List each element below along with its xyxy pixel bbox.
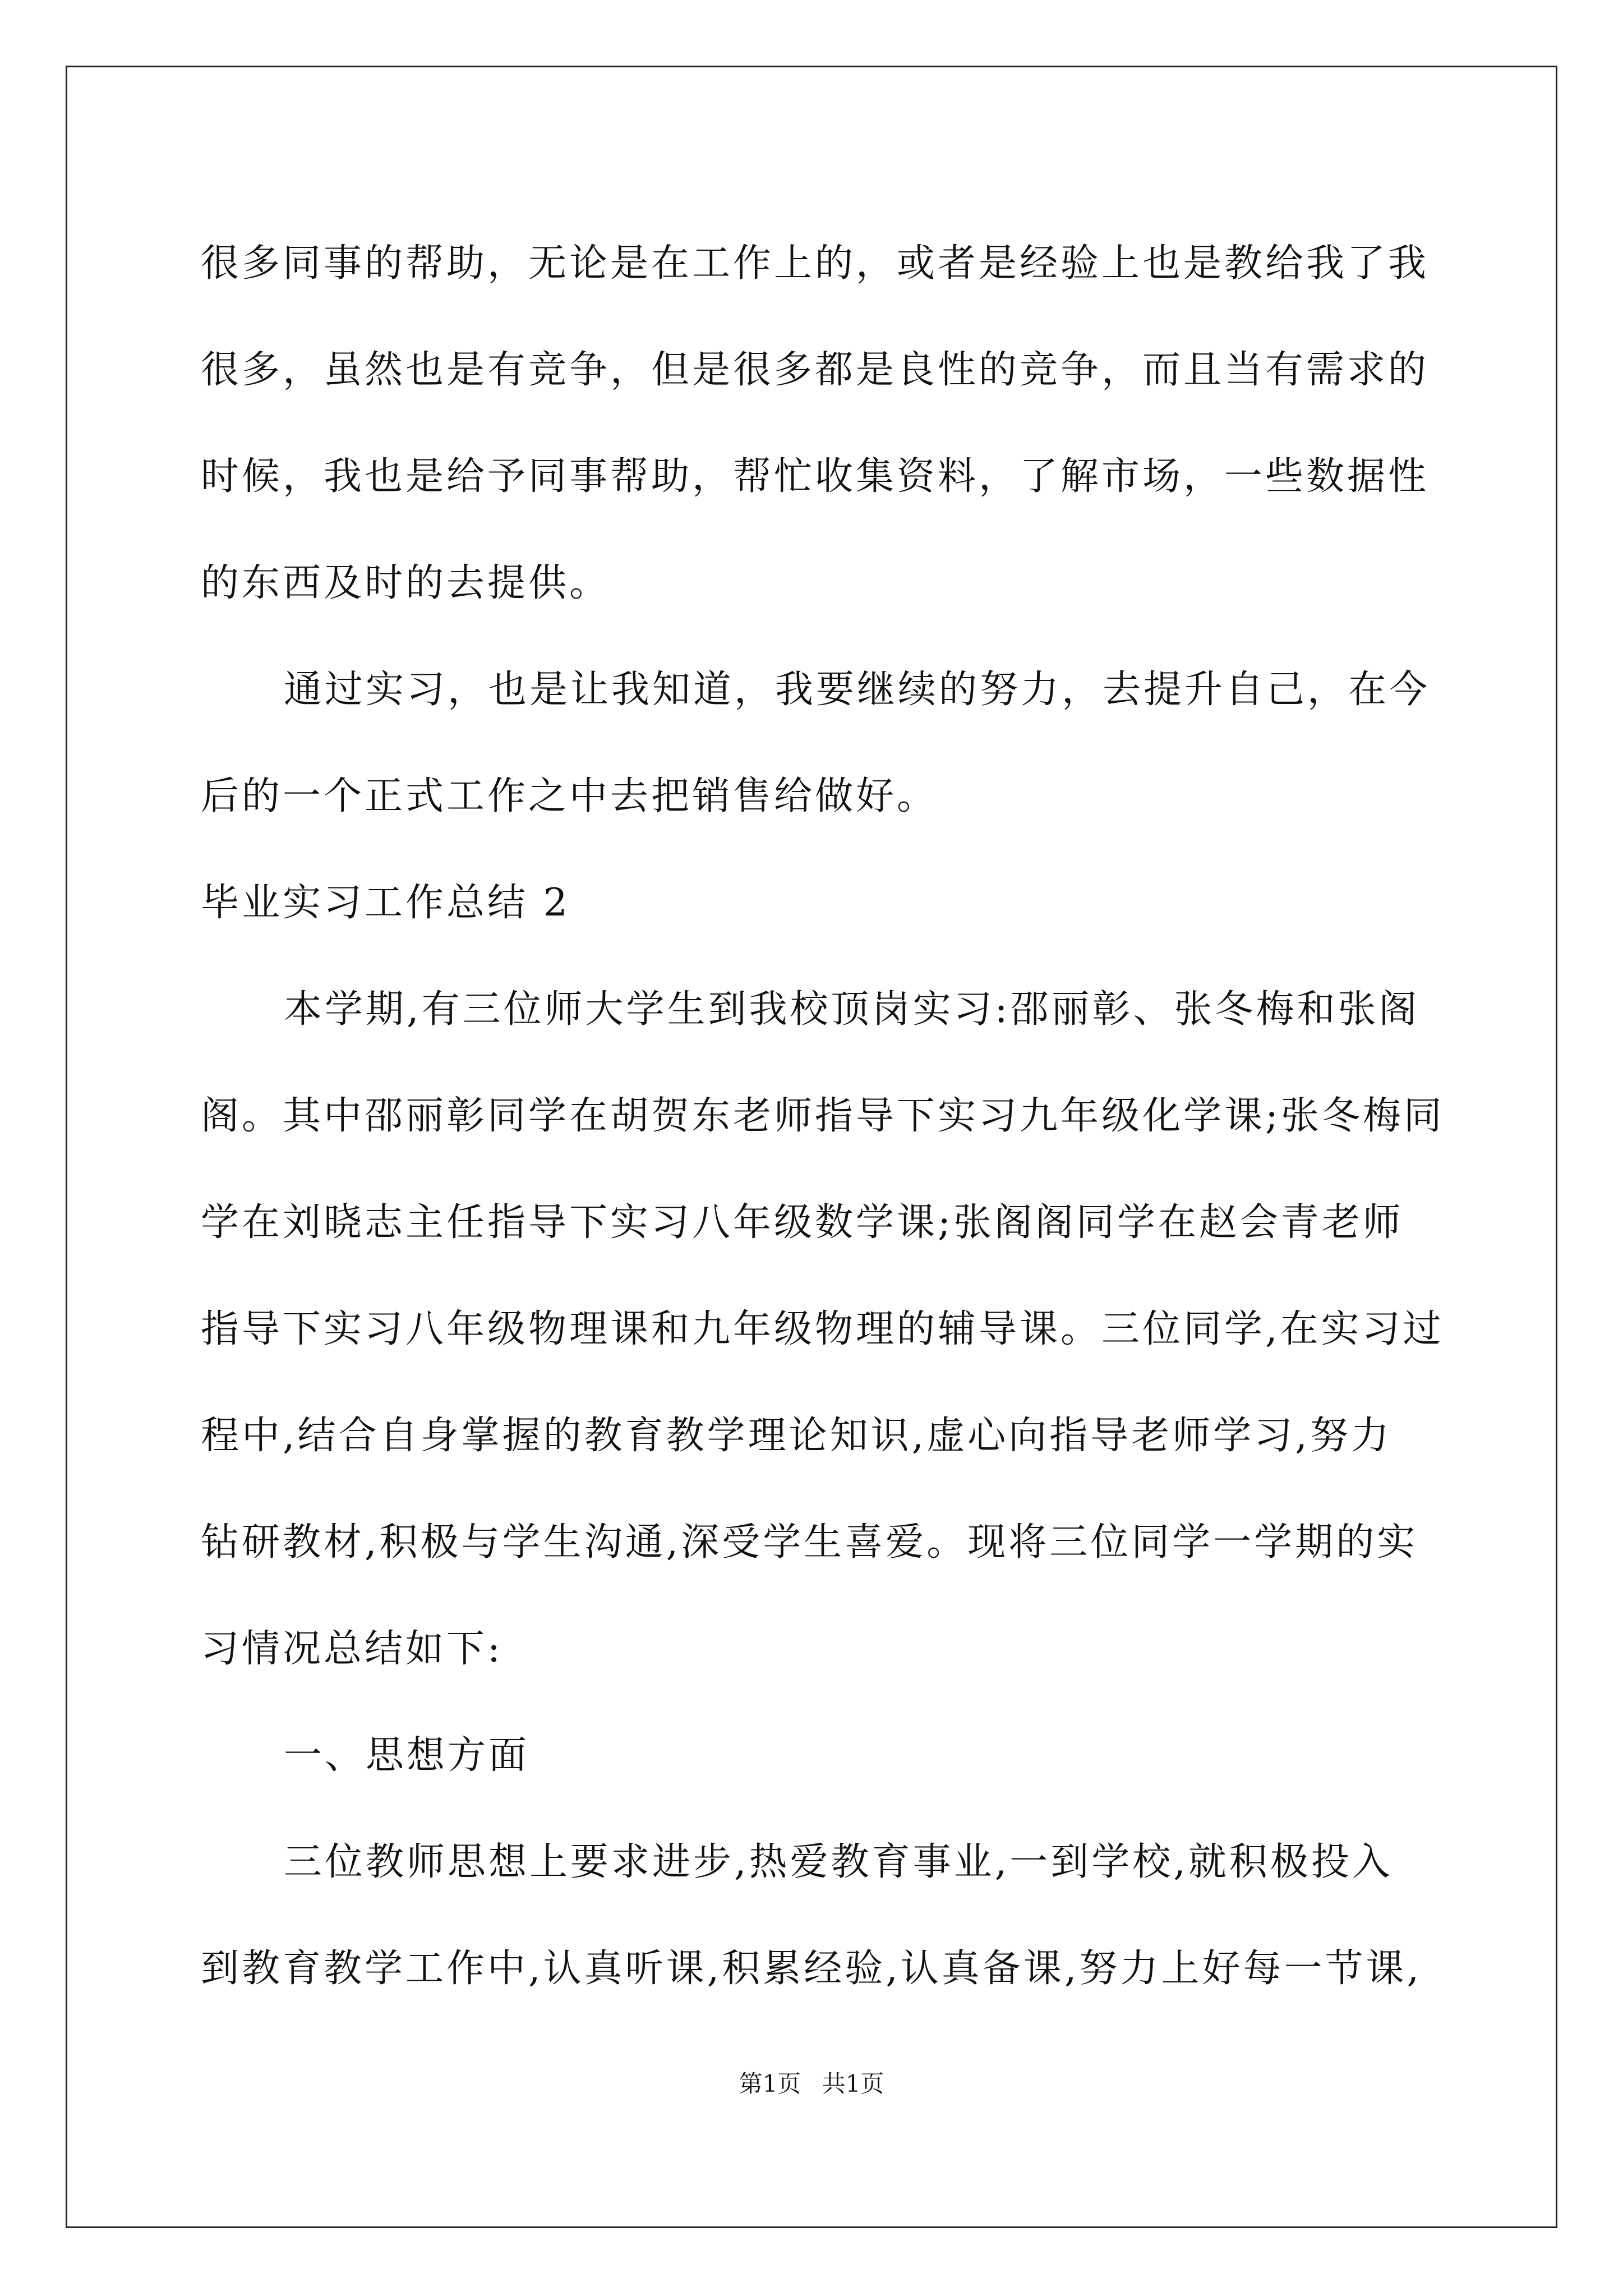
document-body <box>201 210 1445 2022</box>
page-total: 共1页 <box>822 2070 884 2097</box>
text-line: 钻研教材,积极与学生沟通,深受学生喜爱。现将三位同学一学期的实 <box>201 1520 1418 1565</box>
page-footer <box>0 2067 1623 2101</box>
text-line: 的东西及时的去提供。 <box>201 561 611 605</box>
page-number: 第1页 <box>739 2070 801 2097</box>
text-line: 时候，我也是给予同事帮助，帮忙收集资料，了解市场，一些数据性 <box>201 454 1430 499</box>
text-line: 程中,结合自身掌握的教育教学理论知识,虚心向指导老师学习,努力 <box>201 1414 1392 1458</box>
text-line: 毕业实习工作总结 2 <box>201 881 570 925</box>
text-line: 学在刘晓志主任指导下实习八年级数学课;张阁阁同学在赵会青老师 <box>201 1200 1404 1245</box>
text-line: 习情况总结如下: <box>201 1627 503 1671</box>
text-line: 通过实习，也是让我知道，我要继续的努力，去提升自己，在今 <box>284 668 1431 712</box>
text-line: 后的一个正式工作之中去把销售给做好。 <box>201 774 938 818</box>
text-line: 很多，虽然也是有竞争，但是很多都是良性的竞争，而且当有需求的 <box>201 348 1430 392</box>
text-line: 本学期,有三位师大学生到我校顶岗实习:邵丽彰、张冬梅和张阁 <box>284 987 1420 1032</box>
text-line: 很多同事的帮助，无论是在工作上的，或者是经验上也是教给我了我 <box>201 241 1430 286</box>
text-line: 到教育教学工作中,认真听课,积累经验,认真备课,努力上好每一节课, <box>201 1947 1422 1991</box>
text-line: 阁。其中邵丽彰同学在胡贺东老师指导下实习九年级化学课;张冬梅同 <box>201 1094 1445 1138</box>
text-line: 三位教师思想上要求进步,热爱教育事业,一到学校,就积极投入 <box>284 1840 1393 1884</box>
text-line: 一、思想方面 <box>284 1733 530 1778</box>
text-line: 指导下实习八年级物理课和九年级物理的辅导课。三位同学,在实习过 <box>201 1307 1444 1351</box>
